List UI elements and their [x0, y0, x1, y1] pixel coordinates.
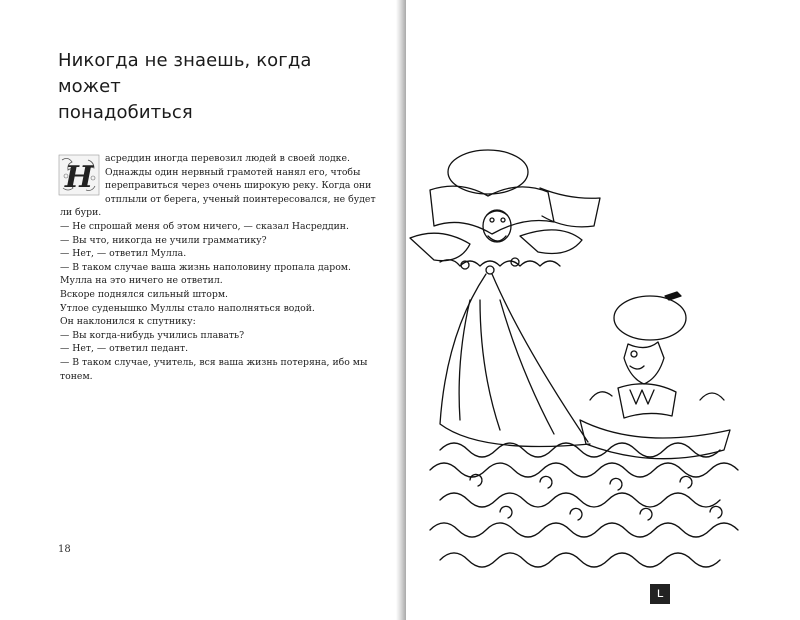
- paragraph: Вскоре поднялся сильный шторм.: [60, 288, 229, 300]
- paragraph: — В таком случае ваша жизнь наполовину пропала даром.: [60, 261, 351, 273]
- paragraph: — В таком случае, учитель, вся ваша жизнь потеряна, ибо мы тонем.: [60, 356, 368, 382]
- paragraph-text: асреддин иногда перевозил людей в своей лодке. Однажды один нервный грамотей нанял его, чтобы переправиться через очень широкую реку. Когда они отплыли от берега, ученый поинтересовался, не будет ли бури.: [60, 153, 376, 219]
- wave-row-3: [440, 493, 720, 507]
- paragraph: — Нет, — ответил Мулла.: [60, 248, 187, 260]
- wave-row-4: [430, 523, 738, 537]
- wave-row-5: [440, 553, 720, 567]
- title-line-2: понадобиться: [58, 102, 193, 123]
- turban: [614, 296, 686, 340]
- page-number: 18: [58, 544, 71, 555]
- head: [624, 342, 664, 384]
- title-line-1: Никогда не знаешь, когда может: [58, 50, 312, 97]
- paragraph: — Вы что, никогда не учили грамматику?: [60, 234, 267, 246]
- upper-sail: [430, 186, 554, 234]
- boat-hull: [580, 420, 730, 459]
- paragraph: Он наклонился к спутнику:: [60, 316, 196, 328]
- drop-cap-letter: Н: [64, 160, 94, 195]
- paragraph: Утлое суденышко Муллы стало наполняться водой.: [60, 302, 315, 314]
- corner-logo-icon: ʟ: [650, 584, 670, 604]
- paragraph: Мулла на это ничего не ответил.: [60, 275, 223, 287]
- paragraph: — Вы когда-нибудь учились плавать?: [60, 329, 245, 341]
- paragraph: — Нет, — ответил педант.: [60, 343, 189, 355]
- paragraph: — Не спрошай меня об этом ничего, — сказал Насреддин.: [60, 220, 349, 232]
